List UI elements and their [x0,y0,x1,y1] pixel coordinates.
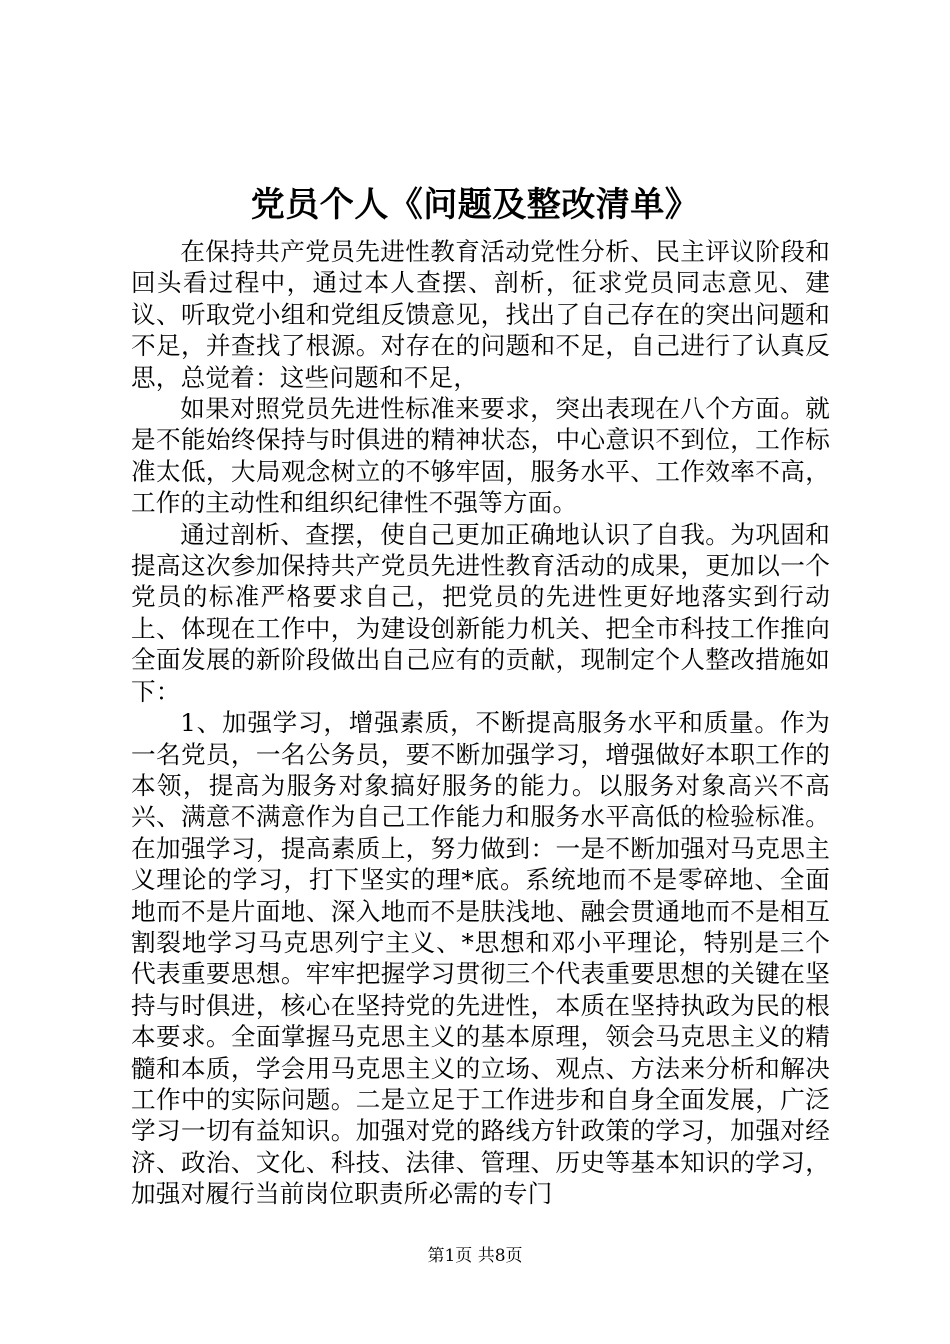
paragraph-1: 在保持共产党员先进性教育活动党性分析、民主评议阶段和回头看过程中，通过本人查摆、剖析，征求党员同志意见、建议、听取党小组和党组反馈意见，找出了自己存在的突出问题和不足，并查找了根源。对存在的问题和不足，自己进行了认真反思，总觉着：这些问题和不足， [131,237,830,392]
page-footer [0,1244,950,1268]
paragraph-2: 如果对照党员先进性标准来要求，突出表现在八个方面。就是不能始终保持与时俱进的精神状态，中心意识不到位，工作标准太低，大局观念树立的不够牢固，服务水平、工作效率不高，工作的主动性和组织纪律性不强等方面。 [131,394,830,518]
page-indicator: 第1页 共8页 [427,1246,523,1266]
paragraph-3: 通过剖析、查摆，使自己更加正确地认识了自我。为巩固和提高这次参加保持共产党员先进性教育活动的成果，更加以一个党员的标准严格要求自己，把党员的先进性更好地落实到行动上、体现在工作中，为建设创新能力机关、把全市科技工作推向全面发展的新阶段做出自己应有的贡献，现制定个人整改措施如下： [131,519,830,706]
paragraph-4: 1、加强学习，增强素质，不断提高服务水平和质量。作为一名党员，一名公务员，要不断加强学习，增强做好本职工作的本领，提高为服务对象搞好服务的能力。以服务对象高兴不高兴、满意不满意作为自己工作能力和服务水平高低的检验标准。在加强学习，提高素质上，努力做到：一是不断加强对马克思主义理论的学习，打下坚实的理*底。系统地而不是零碎地、全面地而不是片面地、深入地而不是肤浅地、融会贯通地而不是相互割裂地学习马克思列宁主义、*思想和邓小平理论，特别是三个代表重要思想。牢牢把握学习贯彻三个代表重要思想的关键在坚持与时俱进，核心在坚持党的先进性，本质在坚持执政为民的根本要求。全面掌握马克思主义的基本原理，领会马克思主义的精髓和本质，学会用马克思主义的立场、观点、方法来分析和解决工作中的实际问题。二是立足于工作进步和自身全面发展，广泛学习一切有益知识。加强对党的路线方针政策的学习，加强对经济、政治、文化、科技、法律、管理、历史等基本知识的学习，加强对履行当前岗位职责所必需的专门 [131,708,830,1209]
document-body [131,236,830,1210]
document-title: 党员个人《问题及整改清单》 [250,185,700,225]
